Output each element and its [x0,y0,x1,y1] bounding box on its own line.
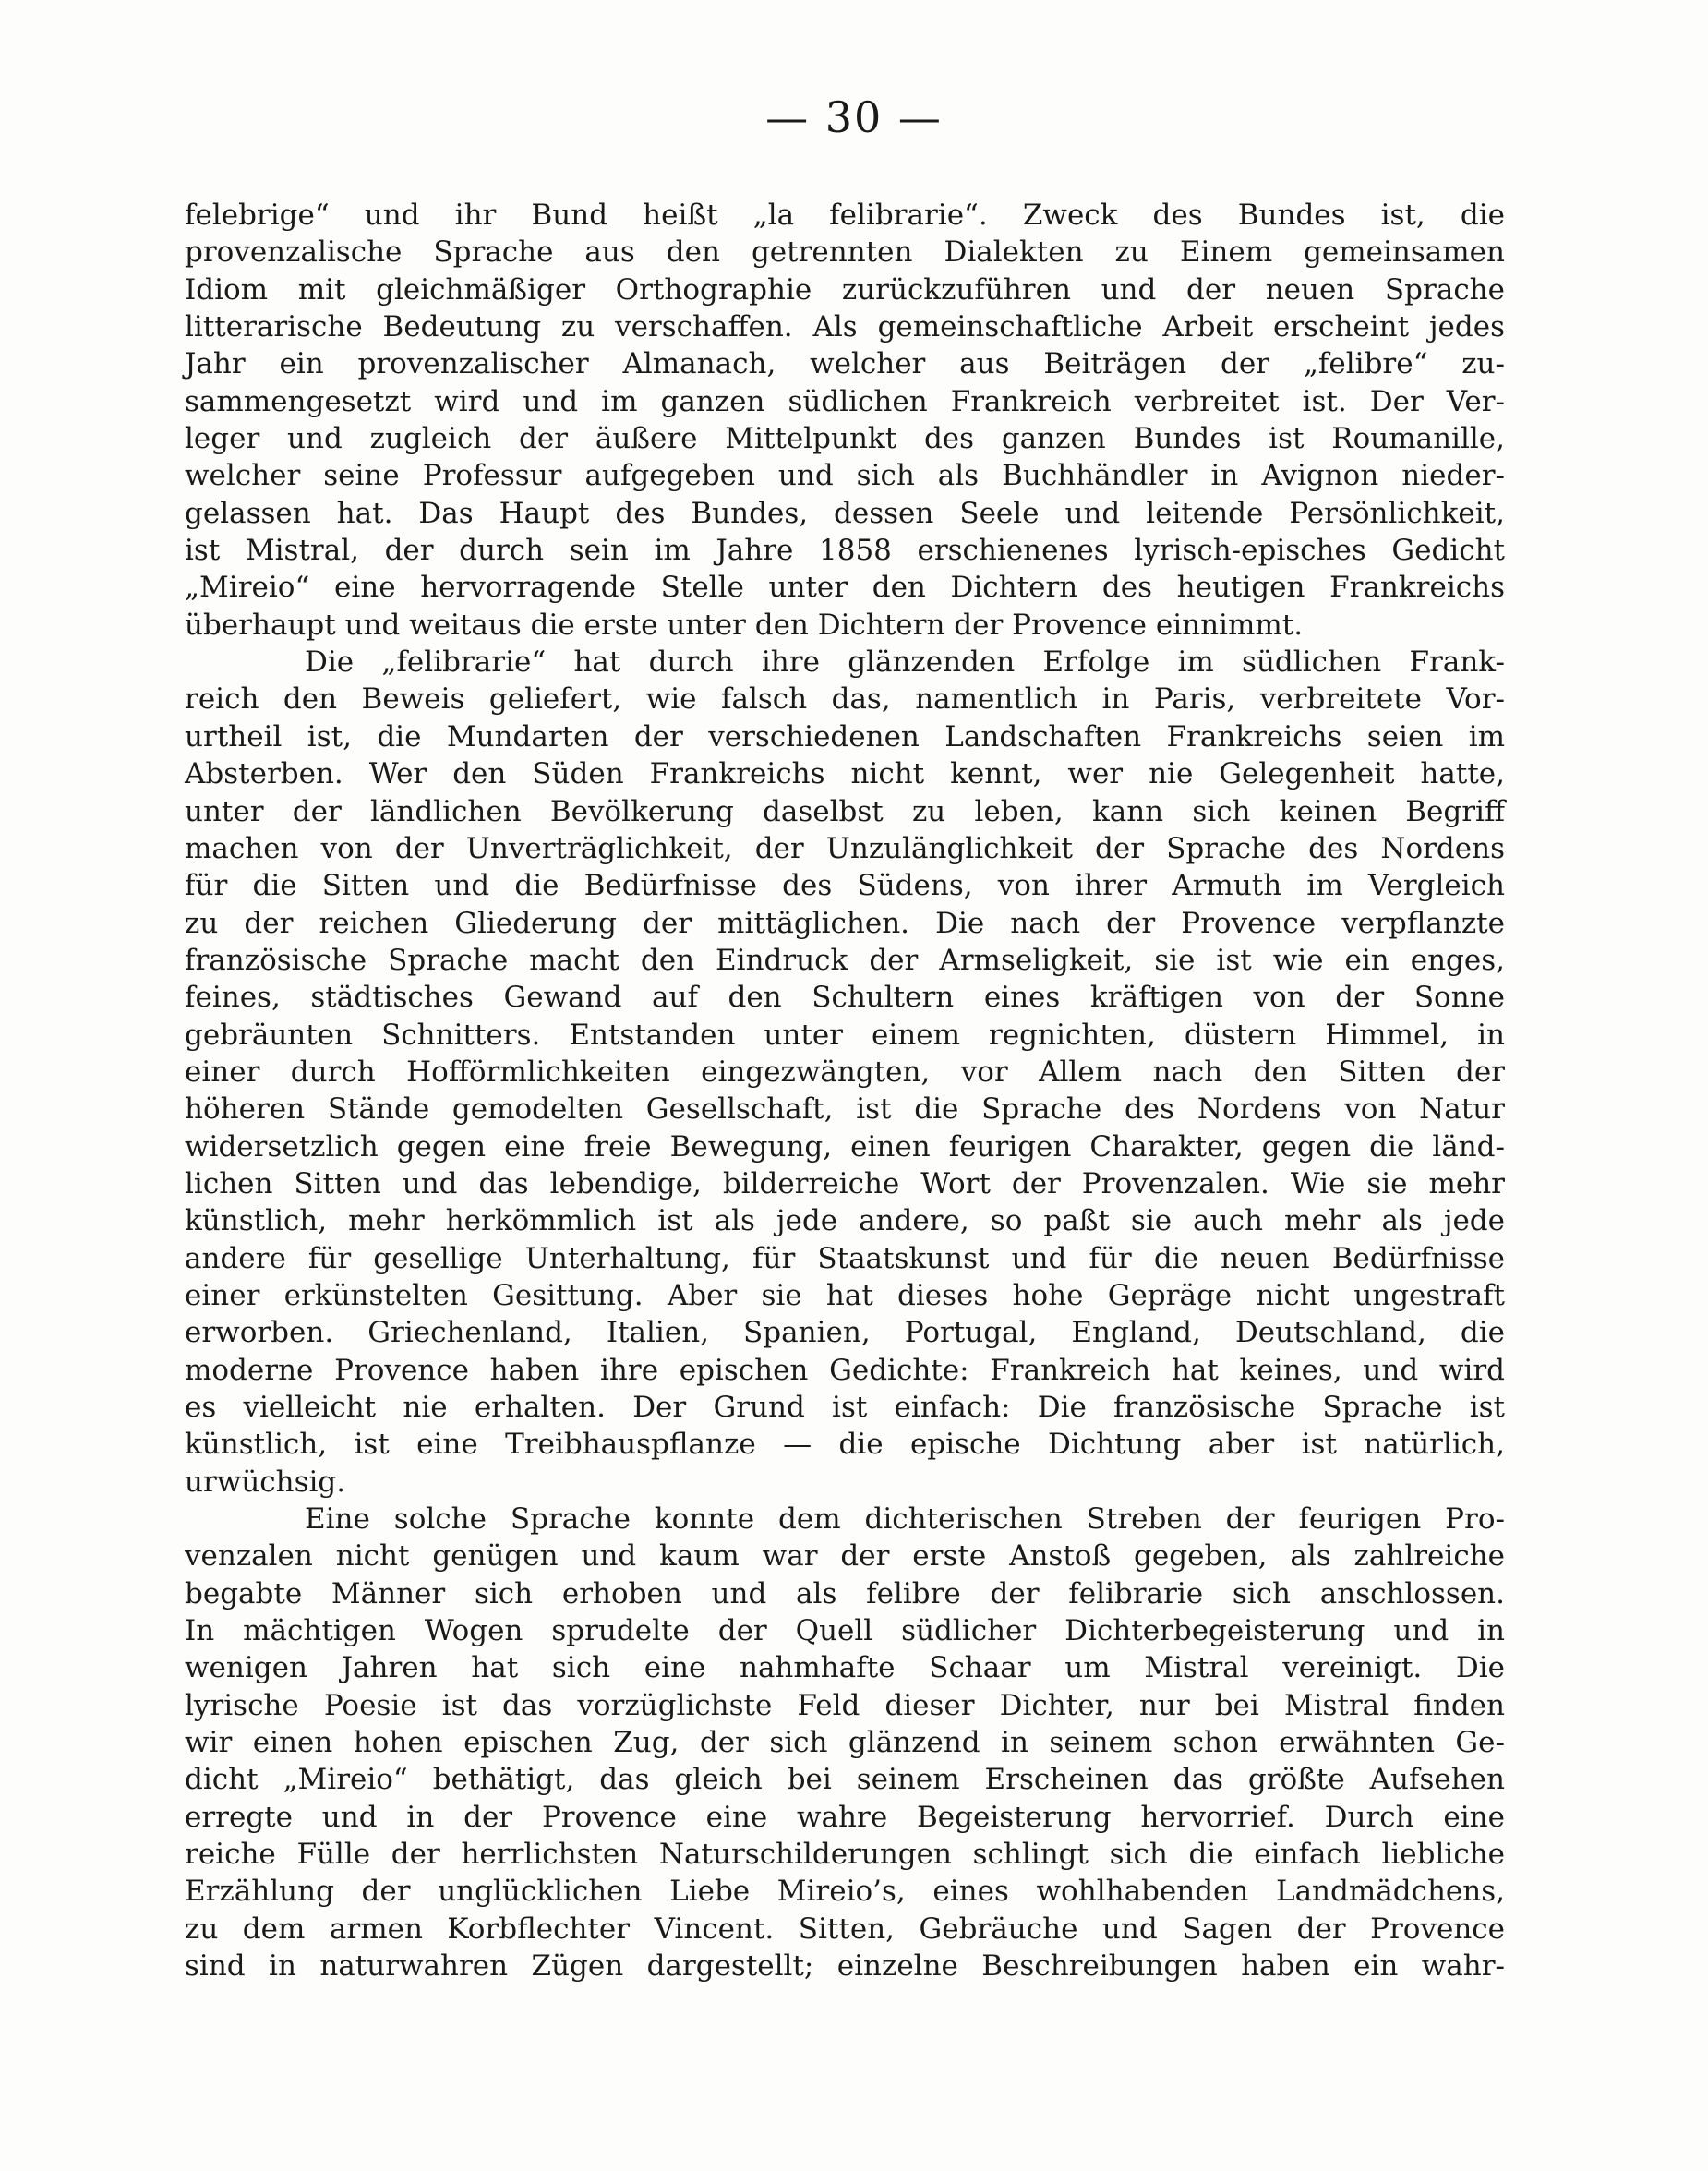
text-line: machen von der Unverträglichkeit, der Unzulänglichkeit der Sprache des Nordens [185,831,1505,865]
text-line: felebrige“ und ihr Bund heißt „la felibrarie“. Zweck des Bundes ist, die [185,199,1505,232]
text-line: französische Sprache macht den Eindruck der Armseligkeit, sie ist wie ein enges, [185,943,1505,977]
text-line: überhaupt und weitaus die erste unter den Dichtern der Provence einnimmt. [185,608,1304,642]
text-line: es vielleicht nie erhalten. Der Grund ist einfach: Die französische Sprache ist [185,1391,1505,1424]
text-line: begabte Männer sich erhoben und als felibre der felibrarie sich anschlossen. [185,1576,1505,1610]
text-line: Eine solche Sprache konnte dem dichterischen Streben der feurigen Pro- [305,1502,1505,1537]
text-line: sammengesetzt wird und im ganzen südlichen Frankreich verbreitet ist. Der Ver- [185,384,1505,418]
text-line: feines, städtisches Gewand auf den Schultern eines kräftigen von der Sonne [185,981,1505,1015]
text-line: wir einen hohen epischen Zug, der sich glänzend in seinem schon erwähnten Ge- [185,1726,1505,1760]
text-line: zu dem armen Korbflechter Vincent. Sitten, Gebräuche und Sagen der Provence [185,1912,1505,1946]
text-line: In mächtigen Wogen sprudelte der Quell südlicher Dichterbegeisterung und in [185,1614,1505,1648]
text-line: reiche Fülle der herrlichsten Naturschilderungen schlingt sich die einfach liebliche [185,1838,1505,1872]
text-line: zu der reichen Gliederung der mittäglichen. Die nach der Provence verpflanzte [185,906,1505,940]
text-line: einer durch Hofförmlichkeiten eingezwängten, vor Allem nach den Sitten der [185,1055,1505,1089]
text-line: künstlich, ist eine Treibhauspflanze — die epische Dichtung aber ist natürlich, [185,1428,1505,1462]
page-number: — 30 — [765,92,943,142]
text-line: Erzählung der unglücklichen Liebe Mireio’s, eines wohlhabenden Landmädchens, [185,1875,1505,1909]
text-line: lyrische Poesie ist das vorzüglichste Feld dieser Dichter, nur bei Mistral finden [185,1688,1505,1722]
text-line: urwüchsig. [185,1465,346,1499]
text-line: andere für gesellige Unterhaltung, für Staatskunst und für die neuen Bedürfnisse [185,1241,1505,1275]
text-line: urtheil ist, die Mundarten der verschiedenen Landschaften Frankreichs seien im [185,719,1505,754]
text-line: „Mireio“ eine hervorragende Stelle unter den Dichtern des heutigen Frankreichs [185,571,1505,605]
text-line: künstlich, mehr herkömmlich ist als jede andere, so paßt sie auch mehr als jede [185,1204,1505,1238]
text-line: gelassen hat. Das Haupt des Bundes, dessen Seele und leitende Persönlichkeit, [185,496,1505,530]
text-line: höheren Stände gemodelten Gesellschaft, ist die Sprache des Nordens von Natur [185,1092,1505,1127]
text-line: erworben. Griechenland, Italien, Spanien, Portugal, England, Deutschland, die [185,1316,1505,1350]
text-line: reich den Beweis geliefert, wie falsch das, namentlich in Paris, verbreitete Vor- [185,682,1505,717]
text-line: wenigen Jahren hat sich eine nahmhafte Schaar um Mistral vereinigt. Die [185,1651,1505,1685]
text-line: provenzalische Sprache aus den getrennten Dialekten zu Einem gemeinsamen [185,235,1505,270]
text-line: erregte und in der Provence eine wahre Begeisterung hervorrief. Durch eine [185,1800,1505,1834]
text-line: gebräunten Schnitters. Entstanden unter einem regnichten, düstern Himmel, in [185,1018,1505,1052]
text-line: unter der ländlichen Bevölkerung daselbst zu leben, kann sich keinen Begriff [185,794,1505,828]
text-line: ist Mistral, der durch sein im Jahre 1858 erschienenes lyrisch-episches Gedicht [185,534,1505,568]
text-line: widersetzlich gegen eine freie Bewegung, einen feurigen Charakter, gegen die länd- [185,1129,1505,1164]
text-line: für die Sitten und die Bedürfnisse des Südens, von ihrer Armuth im Vergleich [185,869,1505,903]
text-line: venzalen nicht genügen und kaum war der erste Anstoß gegeben, als zahlreiche [185,1539,1505,1574]
text-line: moderne Provence haben ihre epischen Gedichte: Frankreich hat keines, und wird [185,1353,1505,1387]
text-line: leger und zugleich der äußere Mittelpunkt des ganzen Bundes ist Roumanille, [185,422,1505,456]
text-line: Jahr ein provenzalischer Almanach, welcher aus Beiträgen der „felibre“ zu- [185,347,1505,381]
text-line: Die „felibrarie“ hat durch ihre glänzenden Erfolge im südlichen Frank- [305,645,1505,680]
text-line: Idiom mit gleichmäßiger Orthographie zurückzuführen und der neuen Sprache [185,272,1505,307]
text-line: Absterben. Wer den Süden Frankreichs nicht kennt, wer nie Gelegenheit hatte, [185,757,1505,791]
body-text [185,197,1505,1985]
text-line: einer erkünstelten Gesittung. Aber sie hat dieses hohe Gepräge nicht ungestraft [185,1278,1505,1312]
text-line: lichen Sitten und das lebendige, bilderreiche Wort der Provenzalen. Wie sie mehr [185,1166,1505,1200]
text-line: litterarische Bedeutung zu verschaffen. Als gemeinschaftliche Arbeit erscheint jedes [185,310,1505,344]
text-line: sind in naturwahren Zügen dargestellt; einzelne Beschreibungen haben ein wahr- [185,1949,1505,1984]
text-line: dicht „Mireio“ bethätigt, das gleich bei seinem Erscheinen das größte Aufsehen [185,1763,1505,1797]
text-line: welcher seine Professur aufgegeben und sich als Buchhändler in Avignon nieder- [185,459,1505,493]
